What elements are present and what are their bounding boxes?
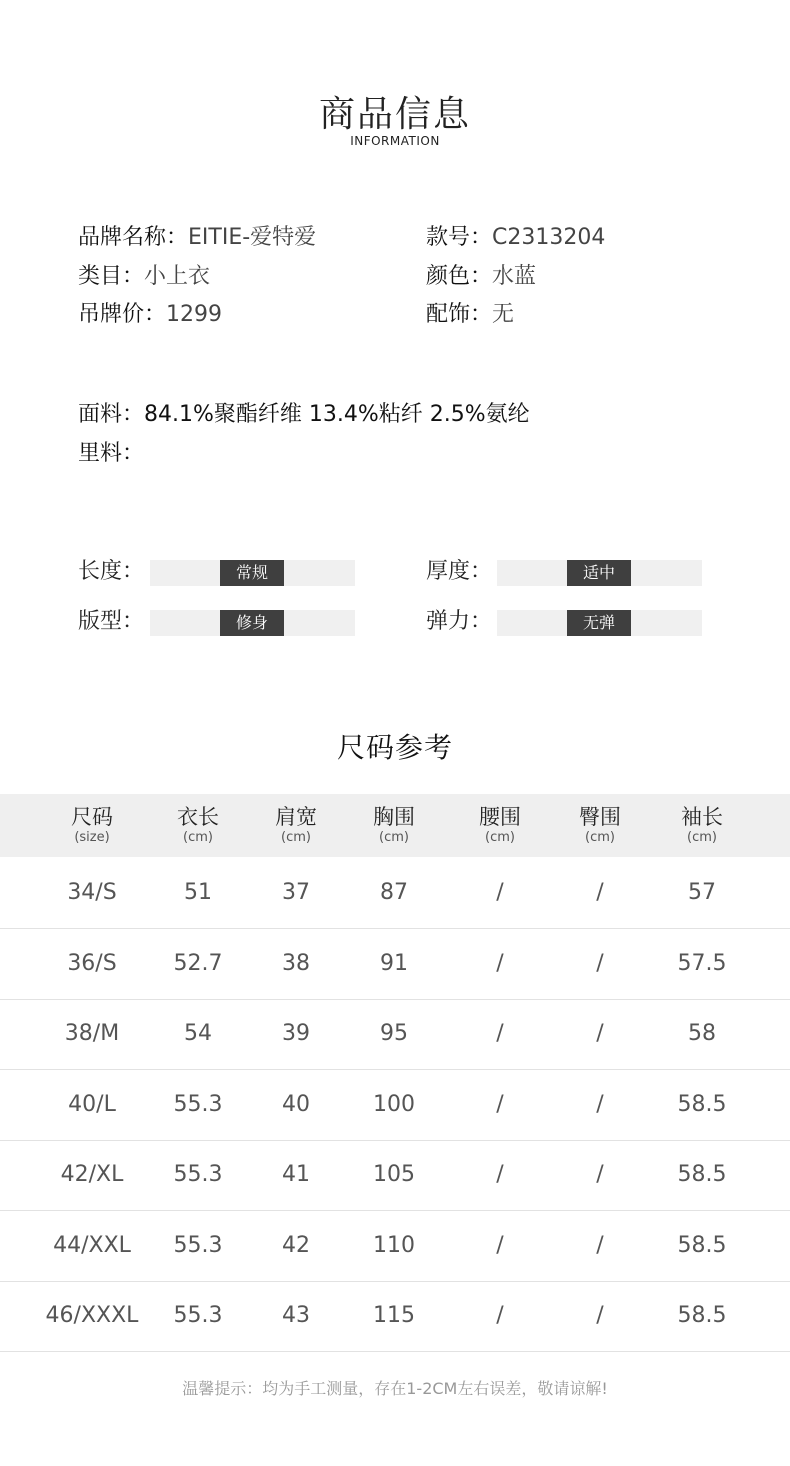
cell-hip: / [596,1092,604,1117]
elasticity-label: 弹力： [426,609,493,634]
cell-size: 36/S [67,951,117,976]
fit-label: 版型： [78,609,145,634]
size-table-header [0,794,790,857]
cell-sleeve: 58.5 [677,1233,727,1258]
cell-length: 55.3 [173,1303,223,1328]
lining-label: 里料： [78,441,145,466]
brand-label: 品牌名称： [78,225,189,250]
cell-shoulder: 38 [282,951,310,976]
lining-row [78,439,144,469]
cell-size: 40/L [68,1092,116,1117]
accessory-row [426,300,514,330]
elasticity-tag: 无弹 [567,610,631,636]
column-header-size: 尺码 (size) [71,805,113,845]
cell-shoulder: 42 [282,1233,310,1258]
cell-waist: / [496,951,504,976]
cell-sleeve: 58.5 [677,1092,727,1117]
cell-shoulder: 41 [282,1162,310,1187]
table-row [0,1211,790,1282]
category-row [78,262,210,292]
cell-waist: / [496,880,504,905]
cell-shoulder: 39 [282,1021,310,1046]
cell-bust: 105 [373,1162,415,1187]
cell-waist: / [496,1303,504,1328]
category-value: 小上衣 [144,264,211,289]
cell-size: 44/XXL [53,1233,131,1258]
fabric-row [78,400,530,430]
page-title: 商品信息 [318,94,471,135]
cell-hip: / [596,1021,604,1046]
cell-shoulder: 43 [282,1303,310,1328]
cell-size: 46/XXXL [45,1303,139,1328]
cell-waist: / [496,1021,504,1046]
length-label: 长度： [78,559,145,584]
accessory-value: 无 [492,302,515,327]
table-row [0,1281,790,1352]
cell-sleeve: 58 [688,1021,716,1046]
cell-waist: / [496,1092,504,1117]
cell-hip: / [596,951,604,976]
column-header-length: 衣长 (cm) [177,805,219,845]
color-value: 水蓝 [492,264,537,289]
table-row [0,1070,790,1141]
color-label: 颜色： [426,264,493,289]
thickness-tag: 适中 [567,560,631,586]
cell-bust: 95 [380,1021,408,1046]
length-tag: 常规 [220,560,284,586]
cell-size: 38/M [64,1021,120,1046]
cell-bust: 115 [373,1303,415,1328]
cell-bust: 91 [380,951,408,976]
table-row [0,858,790,929]
price-row [78,300,222,330]
column-header-shoulder: 肩宽 (cm) [275,805,317,845]
cell-sleeve: 58.5 [677,1303,727,1328]
elasticity-scale [497,610,702,636]
cell-hip: / [596,880,604,905]
style-label: 款号： [426,225,493,250]
cell-sleeve: 58.5 [677,1162,727,1187]
cell-length: 52.7 [173,951,223,976]
fabric-value: 84.1%聚酯纤维 13.4%粘纤 2.5%氨纶 [144,402,530,427]
thickness-label: 厚度： [426,559,493,584]
size-chart-title: 尺码参考 [336,731,453,764]
column-header-sleeve: 袖长 (cm) [681,805,723,845]
fit-tag: 修身 [220,610,284,636]
thickness-scale [497,560,702,586]
table-row [0,999,790,1070]
page-subtitle: INFORMATION [350,134,440,148]
style-value: C2313204 [492,225,606,250]
cell-length: 55.3 [173,1092,223,1117]
cell-size: 42/XL [60,1162,124,1187]
cell-waist: / [496,1162,504,1187]
color-row [426,262,536,292]
table-row [0,1140,790,1211]
cell-sleeve: 57.5 [677,951,727,976]
brand-value: EITIE-爱特爱 [188,225,317,250]
fabric-label: 面料： [78,402,145,427]
price-value: 1299 [166,302,223,327]
cell-length: 51 [184,880,212,905]
cell-length: 55.3 [173,1162,223,1187]
column-header-waist: 腰围 (cm) [479,805,521,845]
style-row [426,223,605,253]
cell-size: 34/S [67,880,117,905]
cell-bust: 100 [373,1092,415,1117]
cell-bust: 87 [380,880,408,905]
cell-length: 54 [184,1021,212,1046]
cell-shoulder: 37 [282,880,310,905]
measurement-note: 温馨提示：均为手工测量，存在1-2CM左右误差，敬请谅解! [182,1379,608,1398]
cell-hip: / [596,1162,604,1187]
column-header-bust: 胸围 (cm) [373,805,415,845]
price-label: 吊牌价： [78,302,167,327]
table-row [0,929,790,1000]
cell-hip: / [596,1233,604,1258]
cell-sleeve: 57 [688,880,716,905]
fit-scale [150,610,355,636]
cell-shoulder: 40 [282,1092,310,1117]
brand-row [78,223,316,253]
length-scale [150,560,355,586]
accessory-label: 配饰： [426,302,493,327]
cell-waist: / [496,1233,504,1258]
category-label: 类目： [78,264,145,289]
cell-hip: / [596,1303,604,1328]
cell-length: 55.3 [173,1233,223,1258]
column-header-hip: 臀围 (cm) [579,805,621,845]
cell-bust: 110 [373,1233,415,1258]
